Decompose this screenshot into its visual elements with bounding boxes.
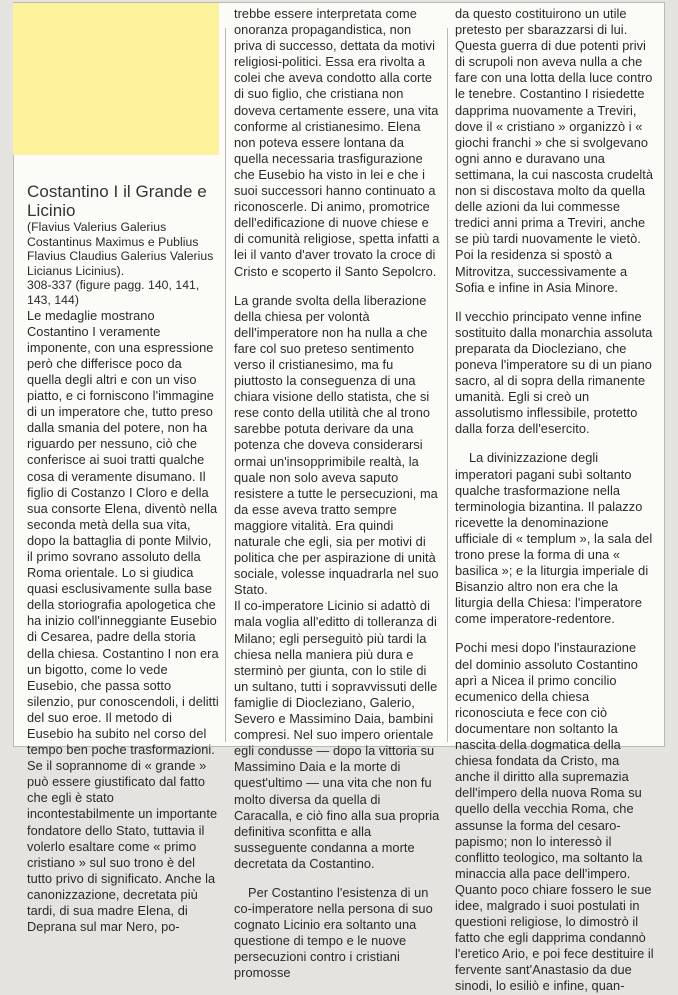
column-divider xyxy=(447,28,448,742)
column-2 xyxy=(234,6,440,982)
paragraph: da questo costituirono un utile pretesto per sbarazzarsi di lui. Questa guerra di due potenti privi di scrupoli non aveva nulla a che fare con una lotta della luce contro le tenebre. Costantino I risiedette dapprima nuovamente a Treviri, dove il « cristiano » organizzò i « giochi franchi » che si svolgevano ogni anno e duravano una settimana, la cui nascosta crudeltà non si discostava molto da quella delle azioni da lui commesse tredici anni prima a Treviri, anche se più tardi nuovamente le vietò. Poi la residenza si spostò a Mitrovitza, successivamente a Sofia e infine in Asia Minore. xyxy=(455,6,654,295)
paragraph: Le medaglie mostrano Costantino I veramente imponente, con una espressione però che differisce poco da quella degli altri e con un viso piatto, e ci forniscono l'immagine di un imperatore che, tutto preso dalla smania del potere, non ha riguardo per nessuno, ciò che conferisce ai suoi tratti qualche cosa di veramente disumano. Il figlio di Costanzo I Cloro e della sua consorte Elena, diventò nella seconda metà della sua vita, dopo la battaglia di ponte Milvio, il primo sovrano assoluto della Roma orientale. Lo si giudica quasi esclusivamente sulla base della storiografia apologetica che ha inizio coll'inneggiante Eusebio di Cesarea, padre della storia della chiesa. Costantino I non era un bigotto, come lo vede Eusebio, che passa sotto silenzio, pur conoscendoli, i delitti del suo eroe. Il metodo di Eusebio ha subito nel corso del tempo ben poche trasformazioni. Se il soprannome di « grande » può essere giustificato dal fatto che egli è stato incontestabilmente un importante fondatore dello Stato, tuttavia il volerlo esaltare come « primo cristiano » sul suo trono è del tutto privo di significato. Anche la canonizzazione, decretata più tardi, di sua madre Elena, di Deprana sul mar Nero, po- xyxy=(27,307,219,935)
sticky-note xyxy=(13,3,219,155)
paragraph: Il vecchio principato venne infine sostituito dalla monarchia assoluta preparata da Diocleziano, che poneva l'imperatore su di un piano sacro, al di sopra della rimanente umanità. Egli si creò un assolutismo inflessibile, protetto dalla forza dell'esercito. xyxy=(455,308,653,437)
column-1 xyxy=(27,182,219,935)
paragraph: La grande svolta della liberazione della chiesa per volontà dell'imperatore non ha nulla a che fare col suo preteso sentimento verso il cristianesimo, ma fu piuttosto la conseguenza di una chiara visione dello statista, che si rese conto della utilità che al trono sarebbe potuta derivare da una potenza che doveva considerarsi ormai un'insopprimibile realtà, la quale non solo aveva saputo resistere a tutte le persecuzioni, ma da esse aveva tratto sempre maggiore vitalità. Era quindi naturale che egli, sia per motivi di politica che per aspirazione di unità sociale, volesse inquadrarla nel suo Stato. xyxy=(234,292,439,598)
article-title: Costantino I il Grande e Licinio xyxy=(27,182,207,220)
full-names: (Flavius Valerius Galerius Costantinus Maximus e Publius Flavius Claudius Galerius Valerius Licianus Licinius). xyxy=(27,220,214,278)
paragraph: La divinizzazione degli imperatori pagani subì soltanto qualche trasformazione nella terminologia bizantina. Il palazzo ricevette la denominazione ufficiale di « templum », la sala del trono prese la forma di una « basilica »; e la liturgia imperiale di Bisanzio altro non era che la liturgia della Chiesa: l'imperatore come imperatore-redentore. xyxy=(455,450,653,627)
column-divider xyxy=(225,28,226,742)
paragraph: Il co-imperatore Licinio si adattò di mala voglia all'editto di tolleranza di Milano; egli perseguitò più tardi la chiesa nella maniera più dura e sterminò per giunta, con lo stile di un sultano, tutti i sopravvissuti delle famiglie di Diocleziano, Galerio, Severo e Massimino Daia, bambini compresi. Nel suo impero orientale egli condusse — dopo la vittoria su Massimino Daia e la morte di quest'ultimo — una vita che non fu molto diversa da quella di Caracalla, e ciò fino alla sua propria definitiva sconfitta e alla susseguente condanna a morte decretata da Costantino. xyxy=(234,598,440,871)
reign-and-figures: 308-337 (figure pagg. 140, 141, 143, 144) xyxy=(27,278,200,307)
column-3 xyxy=(455,6,655,995)
paragraph: Pochi mesi dopo l'instaurazione del dominio assoluto Costantino aprì a Nicea il primo concilio ecumenico della chiesa riconosciuta e fece con ciò documentare non soltanto la nascita della dogmatica della chiesa fondata da Cristo, ma anche il diritto alla supremazia dell'impero della nuova Roma su quello della vecchia Roma, che assunse la forma del cesaro-papismo; non lo interessò il conflitto teologico, ma soltanto la minaccia alla pace dell'impero. Quanto poco chiare fossero le sue idee, malgrado i suoi postulati in questioni religiose, lo dimostrò il fatto che egli dapprima condannò l'eretico Ario, e poi fece destituire il fervente sant'Anastasio da due sinodi, lo esiliò e infine, quan- xyxy=(455,640,654,994)
paragraph: Per Costantino l'esistenza di un co-imperatore nella persona di suo cognato Licinio era soltanto una questione di tempo e le nuove persecuzioni contro i cristiani promosse xyxy=(234,884,433,981)
paragraph: trebbe essere interpretata come onoranza propagandistica, non priva di successo, dettata da motivi religiosi-politici. Essa era rivolta a colei che aveva condotto alla corte di suo figlio, che cristiana non doveva certamente essere, una vita conforme al cristianesimo. Elena non poteva essere lontana da quella necessaria trasfigurazione che Eusebio ha visto in lei e che i suoi successori hanno continuato a riconoscerle. Di animo, promotrice dell'edificazione di nuove chiese e di comunità religiose, spetta infatti a lei il vanto d'aver trovato la croce di Cristo e scoperto il Santo Sepolcro. xyxy=(234,6,440,279)
